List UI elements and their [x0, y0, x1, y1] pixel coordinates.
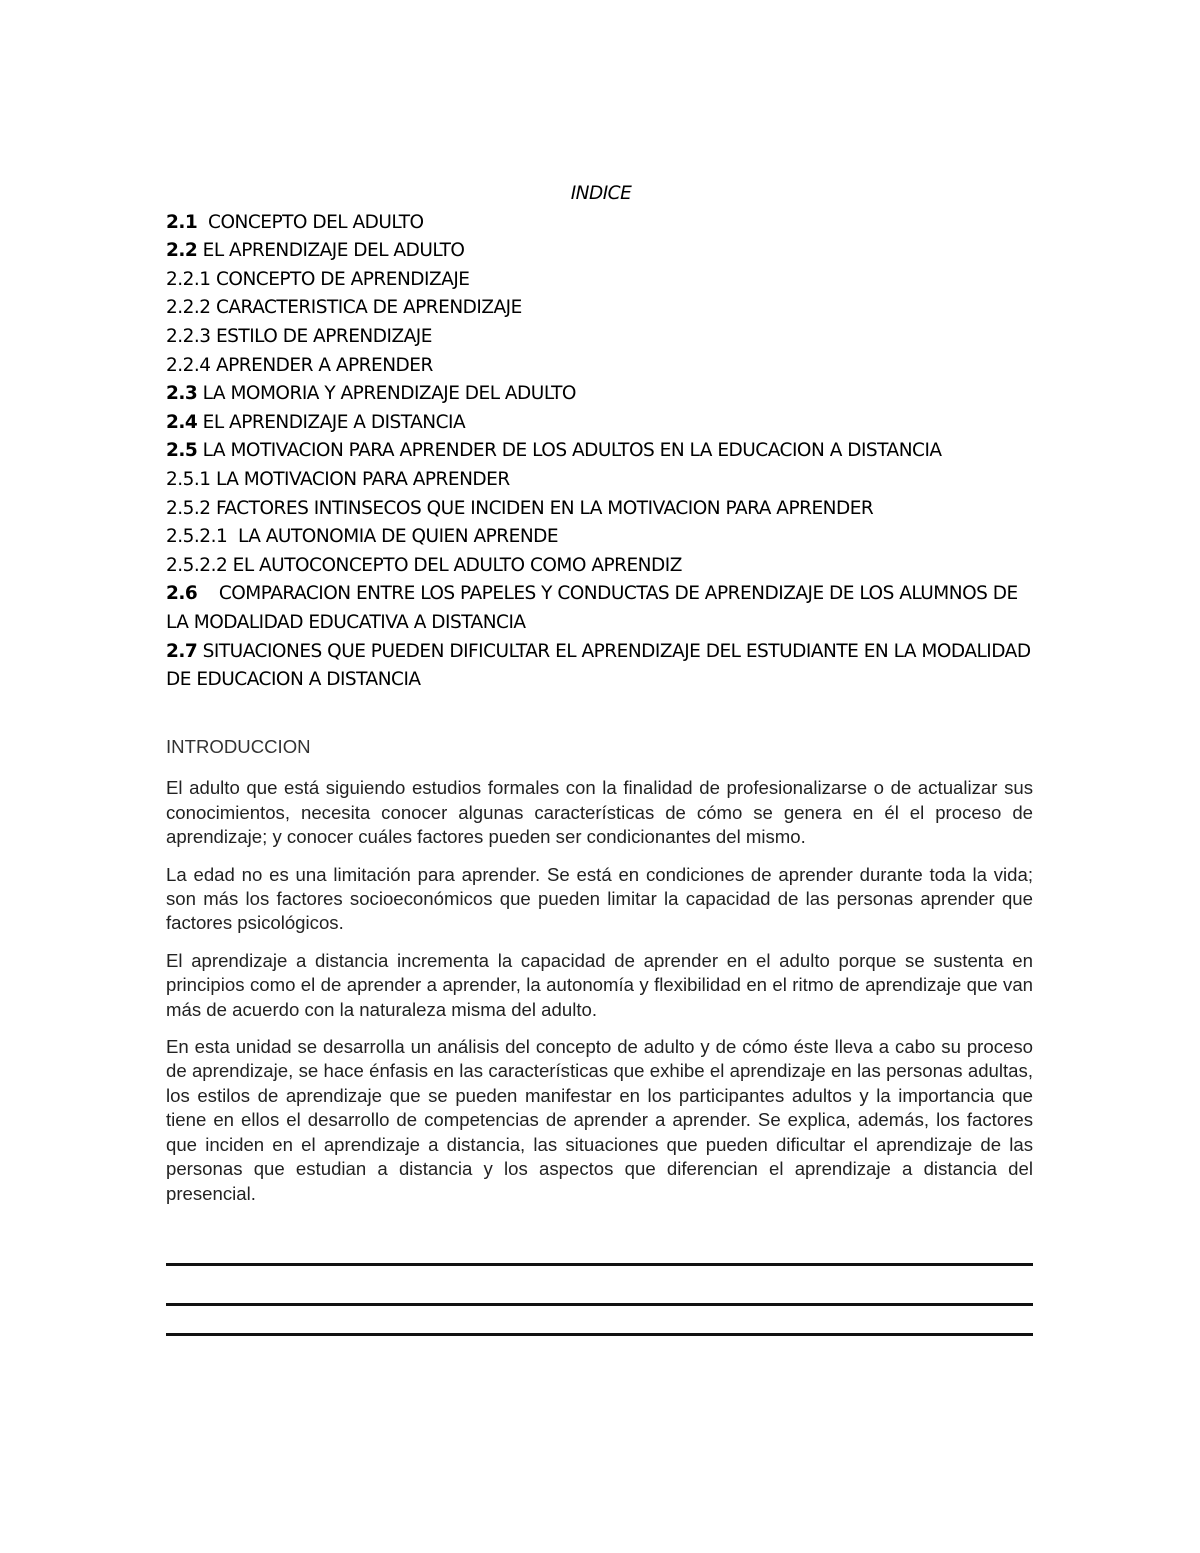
toc-item-text: EL APRENDIZAJE A DISTANCIA	[202, 411, 466, 433]
toc-item-number: 2.2.4	[166, 354, 211, 376]
toc-item	[166, 209, 1036, 238]
writing-line-3	[166, 1333, 1033, 1336]
intro-paragraph-3: El aprendizaje a distancia incrementa la capacidad de aprender en el adulto porque se sustenta en principios como el de aprender a aprender, la autonomía y flexibilidad en el ritmo de aprendizaje que van más de acuerdo con la naturaleza misma del adulto.	[166, 949, 1033, 1020]
writing-line-1	[166, 1263, 1033, 1266]
toc-item-text: CONCEPTO DEL ADULTO	[208, 211, 424, 233]
toc-item-number: 2.5	[166, 440, 198, 462]
toc-item	[166, 294, 1036, 323]
toc-item-number: 2.1	[166, 211, 198, 233]
toc-item	[166, 552, 1036, 581]
toc-item-text: LA MOTIVACION PARA APRENDER DE LOS ADULTOS EN LA EDUCACION A DISTANCIA	[202, 440, 942, 462]
toc-item-text: LA MOTIVACION PARA APRENDER	[215, 468, 510, 490]
introduction-section	[166, 735, 1033, 1219]
toc-item-number: 2.5.2.1	[166, 526, 228, 548]
index-title: INDICE	[570, 183, 632, 204]
toc-list	[166, 209, 1036, 695]
toc-item-number: 2.5.2.2	[166, 554, 228, 576]
toc-item	[166, 266, 1036, 295]
toc-item	[166, 523, 1036, 552]
toc-item-text: LA MOMORIA Y APRENDIZAJE DEL ADULTO	[202, 383, 576, 405]
toc-item	[166, 237, 1036, 266]
toc-item	[166, 638, 1036, 695]
toc-item	[166, 495, 1036, 524]
toc-item-text: CARACTERISTICA DE APRENDIZAJE	[215, 297, 522, 319]
toc-item	[166, 580, 1036, 637]
toc-item-text: CONCEPTO DE APRENDIZAJE	[215, 268, 470, 290]
intro-paragraph-2: La edad no es una limitación para aprender. Se está en condiciones de aprender durante toda la vida; son más los factores socioeconómicos que pueden limitar la capacidad de las personas aprender que factores psicológicos.	[166, 863, 1033, 934]
toc-item-separator	[197, 583, 219, 604]
toc-item-number: 2.2	[166, 240, 198, 262]
toc-item-number: 2.7	[166, 640, 198, 662]
writing-line-2	[166, 1303, 1033, 1306]
toc-item-number: 2.2.1	[166, 268, 211, 290]
toc-item	[166, 466, 1036, 495]
toc-item-text: APRENDER A APRENDER	[215, 354, 433, 376]
table-of-contents	[166, 180, 1036, 695]
toc-item-text: ESTILO DE APRENDIZAJE	[215, 325, 432, 347]
toc-item-number: 2.5.2	[166, 497, 211, 519]
toc-item-text: SITUACIONES QUE PUEDEN DIFICULTAR EL APRENDIZAJE DEL ESTUDIANTE EN LA MODALIDAD DE EDUCACION A DISTANCIA	[166, 640, 1031, 691]
intro-paragraph-1: El adulto que está siguiendo estudios formales con la finalidad de profesionalizarse o de actualizar sus conocimientos, necesita conocer algunas características de cómo se genera en él el proceso de aprendizaje; y conocer cuáles factores pueden ser condicionantes del mismo.	[166, 777, 1033, 848]
toc-item	[166, 437, 1036, 466]
intro-paragraph-4: En esta unidad se desarrolla un análisis del concepto de adulto y de cómo éste lleva a cabo su proceso de aprendizaje, se hace énfasis en las características que exhibe el aprendizaje en las personas adultas, los estilos de aprendizaje que se pueden manifestar en los participantes adultos y la importancia que tiene en ellos el desarrollo de competencias de aprender a aprender. Se explica, además, los factores que inciden en el aprendizaje a distancia, las situaciones que pueden dificultar el aprendizaje de las personas que estudian a distancia y los aspectos que diferencian el aprendizaje a distancia del presencial.	[166, 1036, 1033, 1204]
toc-item-text: EL AUTOCONCEPTO DEL ADULTO COMO APRENDIZ	[232, 554, 682, 576]
toc-item	[166, 352, 1036, 381]
toc-item-number: 2.2.3	[166, 325, 211, 347]
toc-item-text: EL APRENDIZAJE DEL ADULTO	[202, 240, 465, 262]
toc-item-text: LA AUTONOMIA DE QUIEN APRENDE	[238, 526, 559, 548]
toc-item-text: FACTORES INTINSECOS QUE INCIDEN EN LA MOTIVACION PARA APRENDER	[215, 497, 874, 519]
toc-item-number: 2.6	[166, 583, 198, 605]
toc-item-number: 2.4	[166, 411, 198, 433]
toc-item	[166, 380, 1036, 409]
toc-item-separator	[197, 212, 208, 233]
toc-item-number: 2.3	[166, 383, 198, 405]
toc-item	[166, 409, 1036, 438]
toc-item-number: 2.2.2	[166, 297, 211, 319]
toc-item-number: 2.5.1	[166, 468, 211, 490]
toc-item-separator	[227, 526, 238, 547]
toc-item	[166, 323, 1036, 352]
introduction-heading: INTRODUCCION	[166, 736, 311, 757]
toc-item-text: COMPARACION ENTRE LOS PAPELES Y CONDUCTAS DE APRENDIZAJE DE LOS ALUMNOS DE LA MODALIDAD EDUCATIVA A DISTANCIA	[166, 583, 1018, 633]
